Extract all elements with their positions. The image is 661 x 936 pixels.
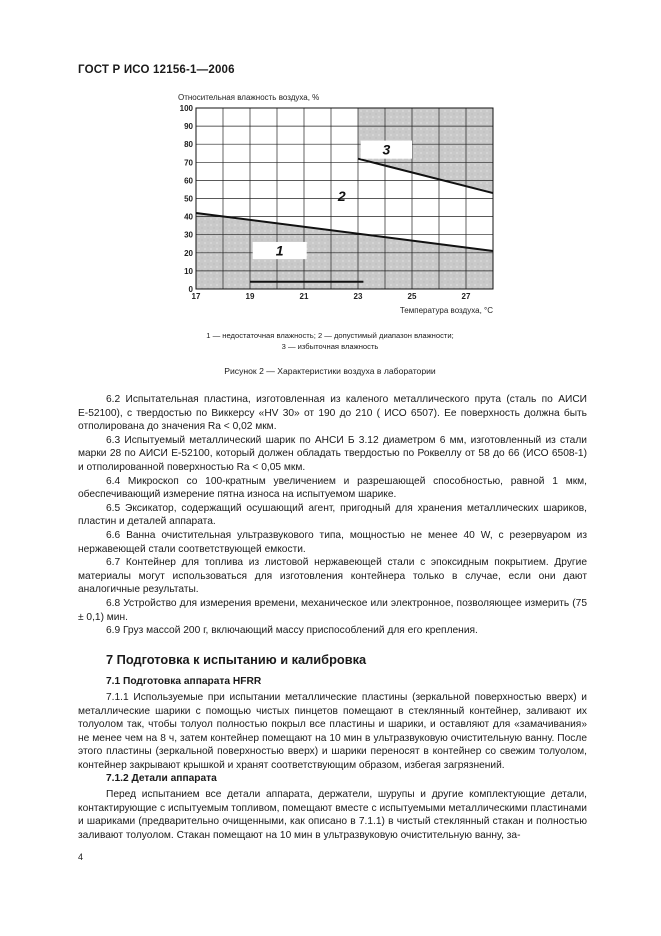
page-number: 4 [78, 852, 84, 862]
paragraph-7-1-1: 7.1.1 Используемые при испытании металлические пластины (зеркальной поверхностью вверх) и металлические шарики с помощью чистых пинцетов помещают в стеклянный контейнер, заливают их толуолом так, чтобы толуол полностью покрыл все пластины и шарики, и оставляют для «замачивания» не менее чем на 8 ч, затем контейнер помещают на 10 мин в ультразвуковую очистительную ванну. После этого пластины (зеркальной поверхностью вверх) и шарики переносят в контейнер со свежим толуолом, контейнер закрывают крышкой и хранят соответствующим образом, избегая загрязнений. [78, 692, 587, 771]
x-tick-label: 17 [191, 292, 201, 301]
y-tick-label: 80 [184, 140, 193, 150]
figure-caption: Рисунок 2 — Характеристики воздуха в лаборатории [224, 366, 436, 376]
paragraph-6-9: 6.9 Груз массой 200 г, включающий массу приспособлений для его крепления. [106, 625, 478, 637]
figure-legend-line-1: 1 — недостаточная влажность; 2 — допустимый диапазон влажности; [206, 331, 454, 340]
paragraph-6-2: 6.2 Испытательная пластина, изготовленная из каленого металлического прута (сталь по АИСИ Е-52100), с твердостью по Виккерсу «HV 30» от 190 до 210 ( ИСО 6507). Ее поверхность должна быть отполирована до значения Ra < 0,02 мкм. [78, 394, 587, 433]
y-tick-label: 10 [184, 266, 193, 276]
paragraph-6-6: 6.6 Ванна очистительная ультразвукового типа, мощностью не менее 40 W, с резервуаром из нержавеющей стали соответствующей емкости. [78, 529, 587, 555]
subsection-7-1-2-heading: 7.1.2 Детали аппарата [106, 773, 217, 784]
y-tick-label: 0 [188, 285, 193, 294]
y-tick-label: 40 [184, 212, 193, 222]
x-tick-label: 25 [407, 292, 417, 301]
paragraph-6-3: 6.3 Испытуемый металлический шарик по АНСИ Б 3.12 диаметром 6 мм, изготовленный из стали марки 28 по АИСИ Е-52100, который должен обладать твердостью по Роквеллу от 58 до 66 (ИСО 6508-1) и отполированной поверхностью Ra < 0,05 мкм. [78, 434, 587, 473]
y-axis-label: Относительная влажность воздуха, % [178, 93, 320, 102]
humidity-chart [168, 92, 508, 322]
x-tick-label: 27 [461, 292, 471, 301]
y-tick-label: 20 [184, 248, 193, 258]
y-tick-label: 90 [184, 122, 193, 132]
paragraph-6-7: 6.7 Контейнер для топлива из листовой нержавеющей стали с эпоксидным покрытием. Другие материалы могут использоваться для изготовления контейнера только в случае, если они дают аналогичные результаты. [78, 557, 587, 596]
y-tick-label: 60 [184, 176, 193, 186]
document-header: ГОСТ Р ИСО 12156-1—2006 [78, 64, 235, 76]
section-7-heading: 7 Подготовка к испытанию и калибровка [106, 652, 367, 667]
y-tick-label: 30 [184, 230, 193, 240]
paragraph-7-1-1-block [78, 691, 587, 773]
x-tick-label: 21 [299, 292, 309, 301]
x-tick-label: 23 [353, 292, 363, 301]
region-label: 3 [382, 141, 391, 158]
x-tick-label: 19 [245, 292, 255, 301]
y-tick-label: 100 [179, 104, 193, 113]
y-tick-label: 70 [184, 158, 193, 168]
figure-legend-line-2: 3 — избыточная влажность [281, 342, 379, 351]
region-label: 1 [275, 242, 284, 259]
region-label: 2 [337, 187, 346, 204]
x-axis-label: Температура воздуха, °С [399, 306, 493, 315]
paragraph-7-1-2: Перед испытанием все детали аппарата, держатели, шурупы и другие комплектующие детали, контактирующие с испытуемым топливом, помещают вместе с испытуемыми металлическими пластинами и шариками (предварительно очищенными, как описано в 7.1.1) в чистый стеклянный стакан и полностью заливают толуолом. Стакан помещают на 10 мин в ультразвуковую очистительную ванну, за- [78, 789, 587, 841]
chart-svg [168, 92, 508, 322]
y-tick-label: 50 [184, 194, 193, 204]
section-6-list [78, 393, 587, 638]
paragraph-6-8: 6.8 Устройство для измерения времени, механическое или электронное, позволяющее измерить (75 ± 0,1) мин. [78, 597, 587, 623]
paragraph-6-4: 6.4 Микроскоп со 100-кратным увеличением и разрешающей способностью, равной 1 мкм, обеспечивающий измерение пятна износа на испытуемом шарике. [78, 475, 587, 501]
subsection-7-1-heading: 7.1 Подготовка аппарата HFRR [106, 676, 262, 687]
paragraph-7-1-2-block [78, 788, 587, 842]
paragraph-6-5: 6.5 Эксикатор, содержащий осушающий агент, пригодный для хранения металлических шариков, пластин и деталей аппарата. [78, 502, 587, 528]
